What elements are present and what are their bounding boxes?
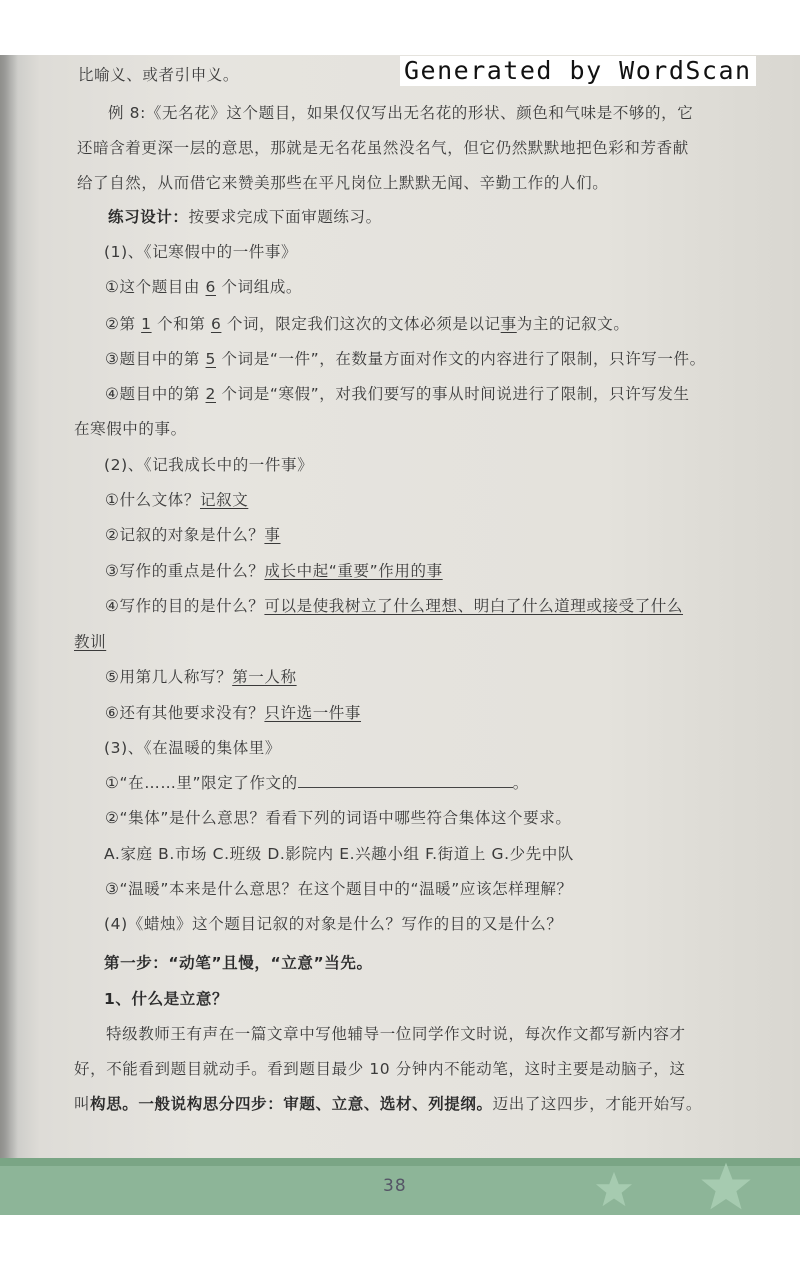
text-line: 比喻义、或者引申义。 [78,66,240,84]
exercise-3-title: (3)、《在温暖的集体里》 [104,739,282,757]
exercise-2-q5: ⑤用第几人称写？第一人称 [105,668,297,686]
page-footer [0,1158,800,1215]
section-1-heading: 1、什么是立意？ [104,990,229,1008]
exercise-3-options: A.家庭 B.市场 C.班级 D.影院内 E.兴趣小组 F.街道上 G.少先中队 [104,845,575,863]
practice-heading [108,206,382,228]
exercise-2-q4-cont: 教训 [74,633,107,651]
exercise-1-q4: ④题目中的第 2 个词是“寒假”，对我们要写的事从时间说进行了限制，只许写发生 [105,385,690,403]
paragraph-line: 好，不能看到题目就动手。看到题目最少 10 分钟内不能动笔，这时主要是动脑子，这 [74,1060,686,1078]
exercise-2-q3: ③写作的重点是什么？成长中起“重要”作用的事 [105,562,443,580]
exercise-3-q2: ②“集体”是什么意思？看看下列的词语中哪些符合集体这个要求。 [105,809,572,827]
exercise-1-q2: ②第 1 个和第 6 个词，限定我们这次的文体必须是以记事为主的记叙文。 [105,315,630,333]
exercise-3-q3: ③“温暖”本来是什么意思？在这个题目中的“温暖”应该怎样理解？ [105,880,573,898]
star-icon [595,1170,633,1208]
star-icon [700,1160,752,1212]
exercise-1-title: (1)、《记寒假中的一件事》 [104,243,298,261]
exercise-2-title: (2)、《记我成长中的一件事》 [104,456,314,474]
watermark: Generated by WordScan [400,56,756,86]
exercise-1-q1: ①这个题目由 6 个词组成。 [105,278,303,296]
page-number: 38 [383,1176,407,1196]
exercise-1-q4-cont: 在寒假中的事。 [74,420,187,438]
exercise-4: (4)《蜡烛》这个题目记叙的对象是什么？写作的目的又是什么？ [104,915,563,933]
exercise-2-q1: ①什么文体？记叙文 [105,491,249,509]
step-1-heading: 第一步：“动笔”且慢，“立意”当先。 [104,954,373,972]
exercise-3-q1: ①“在……里”限定了作文的 。 [105,774,529,792]
answer-blank [298,773,513,788]
practice-text: 按要求完成下面审题练习。 [188,208,382,226]
text-line: 给了自然，从而借它来赞美那些在平凡岗位上默默无闻、辛勤工作的人们。 [77,174,609,192]
exercise-2-q6: ⑥还有其他要求没有？只许选一件事 [105,704,362,722]
text-line: 还暗含着更深一层的意思，那就是无名花虽然没名气，但它仍然默默地把色彩和芳香献 [77,139,689,157]
text-line: 例 8:《无名花》这个题目，如果仅仅写出无名花的形状、颜色和气味是不够的，它 [108,104,694,122]
paragraph-line: 特级教师王有声在一篇文章中写他辅导一位同学作文时说，每次作文都写新内容才 [106,1025,686,1043]
exercise-1-q3: ③题目中的第 5 个词是“一件”，在数量方面对作文的内容进行了限制，只许写一件。 [105,350,706,368]
exercise-2-q2: ②记叙的对象是什么？事 [105,526,281,544]
paragraph-line: 叫构思。一般说构思分四步：审题、立意、选材、列提纲。迈出了这四步，才能开始写。 [74,1095,702,1113]
practice-title: 练习设计： [108,208,189,226]
exercise-2-q4: ④写作的目的是什么？可以是使我树立了什么理想、明白了什么道理或接受了什么 [105,597,684,615]
